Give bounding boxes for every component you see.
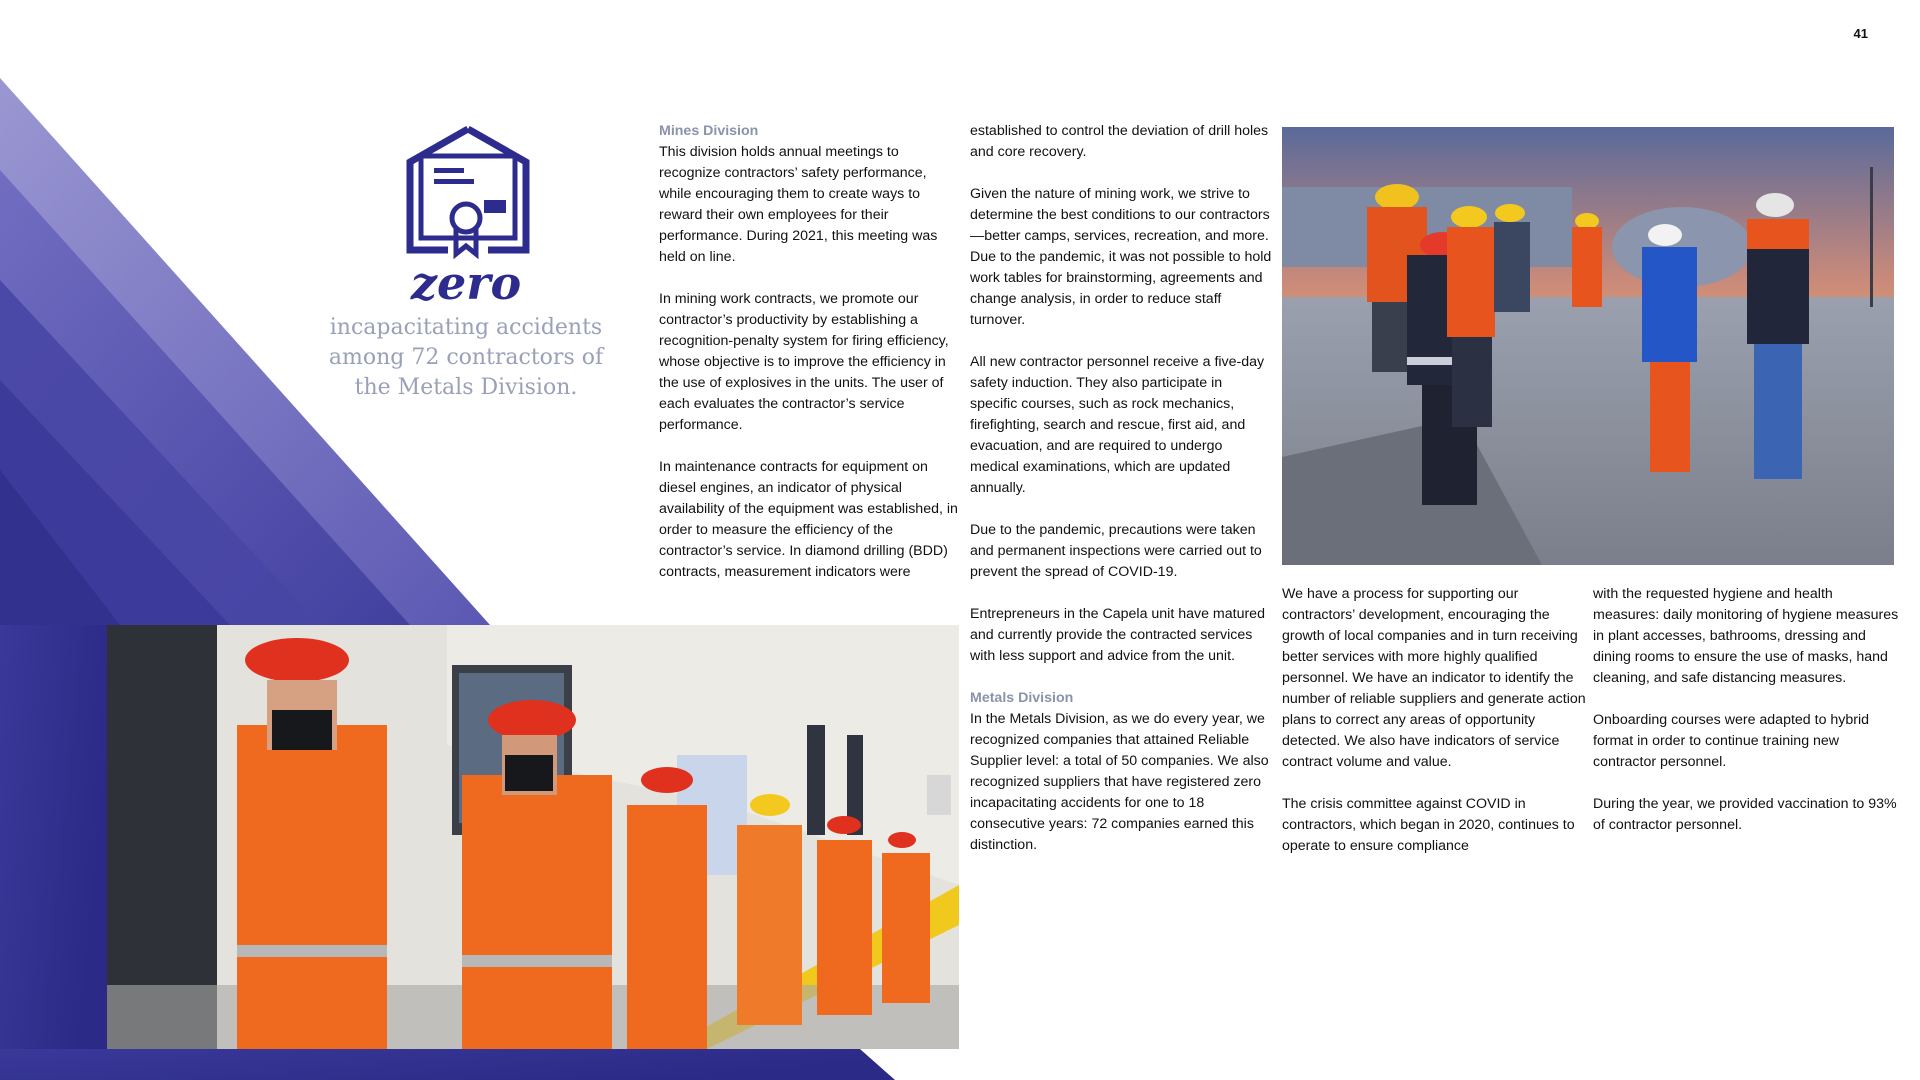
paragraph: This division holds annual meetings to recognize contractors’ safety performance, while encouraging them to create ways to reward their own employees for their performance. During 2021, this meeting was held on line. (659, 144, 938, 265)
paragraph: In mining work contracts, we promote our contractor’s productivity by establishing a recognition-penalty system for firing efficiency, whose objective is to improve the efficiency in the use of explosives in the units. The user of each evaluates the contractor’s service performance. (659, 291, 949, 433)
paragraph: During the year, we provided vaccination to 93% of contractor personnel. (1593, 796, 1897, 833)
stat-description-line: incapacitating accidents (329, 314, 603, 340)
paragraph: All new contractor personnel receive a five-day safety induction. They also participate in specific courses, such as rock mechanics, firefighting, search and rescue, first aid, and evacuation, and are required to undergo medical examinations, which are updated annually. (970, 354, 1265, 496)
paragraph: In maintenance contracts for equipment on diesel engines, an indicator of physical availability of the equipment was established, in order to measure the efficiency of the contractor’s service. In diamond drilling (BDD) contracts, measurement indicators were (659, 459, 958, 580)
paragraph: The crisis committee against COVID in contractors, which began in 2020, continues to operate to ensure compliance (1282, 796, 1575, 854)
paragraph: established to control the deviation of drill holes and core recovery. (970, 123, 1269, 160)
text-column-3 (1282, 584, 1588, 857)
certificate-icon (404, 124, 532, 260)
stat-description-line: the Metals Division. (354, 374, 578, 400)
paragraph: Given the nature of mining work, we strive to determine the best conditions to our contractors—better camps, services, recreation, and more. Due to the pandemic, it was not possible to hold work tables for brainstorming, agreements and change analysis, in order to reduce staff turnover. (970, 186, 1272, 328)
highlight-stat (300, 258, 632, 403)
photo-orange-crew (107, 625, 959, 1049)
page-number: 41 (1853, 26, 1868, 41)
text-column-1 (659, 121, 961, 583)
text-column-4 (1593, 584, 1899, 836)
stat-description (300, 313, 632, 403)
paragraph: Due to the pandemic, precautions were taken and permanent inspections were carried out to prevent the spread of COVID-19. (970, 522, 1262, 580)
photo-workers-walking (1282, 127, 1894, 565)
paragraph: with the requested hygiene and health measures: daily monitoring of hygiene measures in plant accesses, bathrooms, dressing and dining rooms to ensure the use of masks, hand cleaning, and safe distancing measures. (1593, 586, 1899, 686)
stat-value: zero (410, 256, 522, 310)
section-heading-mines: Mines Division (659, 123, 759, 139)
paragraph: Entrepreneurs in the Capela unit have matured and currently provide the contracted services with less support and advice from the unit. (970, 606, 1265, 664)
paragraph: Onboarding courses were adapted to hybrid format in order to continue training new contractor personnel. (1593, 712, 1870, 770)
section-heading-metals: Metals Division (970, 690, 1074, 706)
paragraph: In the Metals Division, as we do every year, we recognized companies that attained Reliable Supplier level: a total of 50 companies. We also recognized suppliers that have registered zero incapacitating accidents for one to 18 consecutive years: 72 companies earned this distinction. (970, 711, 1269, 853)
stat-description-line: among 72 contractors of (328, 344, 604, 370)
paragraph: We have a process for supporting our contractors’ development, encouraging the growth of local companies and in turn receiving better services with more highly qualified personnel. We have an indicator to identify the number of reliable suppliers and generate action plans to correct any areas of opportunity detected. We also have indicators of service contract volume and value. (1282, 586, 1586, 770)
text-column-2 (970, 121, 1272, 856)
